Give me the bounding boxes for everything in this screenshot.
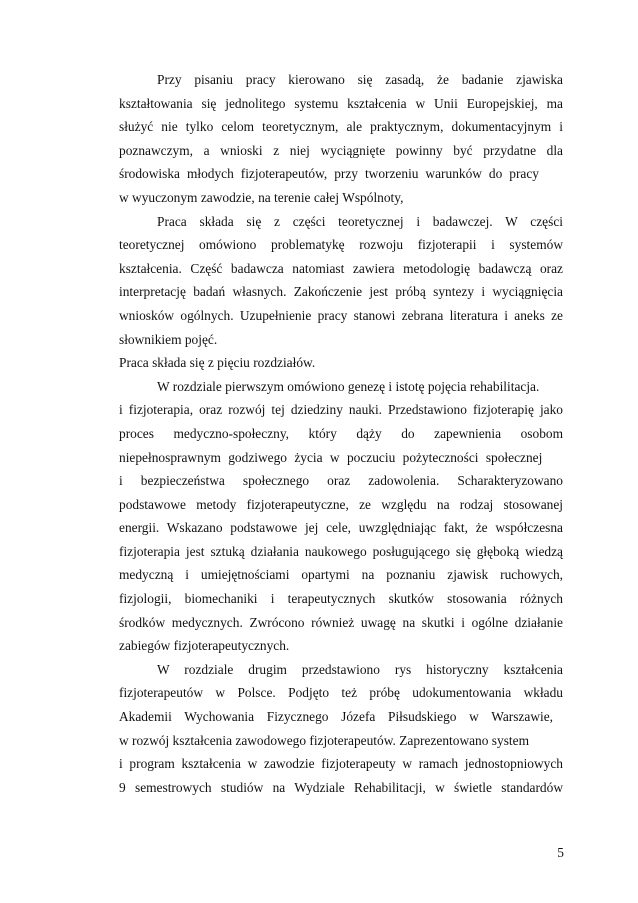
text-line: i program kształcenia w zawodzie fizjoterapeuty w ramach jednostopniowych <box>119 756 563 772</box>
body-text <box>119 68 563 799</box>
text-line: medyczną i umiejętnościami opartymi na poznaniu zjawisk ruchowych, <box>119 567 563 583</box>
text-line: W rozdziale pierwszym omówiono genezę i istotę pojęcia rehabilitacja. <box>157 378 540 394</box>
text-line: kształtowania się jednolitego systemu kształcenia w Unii Europejskiej, ma <box>119 95 563 111</box>
text-line: fizjoterapia jest sztuką działania naukowego posługującego się głęboką wiedzą <box>119 543 563 559</box>
text-line: zabiegów fizjoterapeutycznych. <box>119 638 290 654</box>
text-line: 9 semestrowych studiów na Wydziale Rehabilitacji, w świetle standardów <box>119 779 563 795</box>
text-line: podstawowe metody fizjoterapeutyczne, ze względu na rodzaj stosowanej <box>119 496 563 512</box>
text-line: kształcenia. Część badawcza natomiast zawiera metodologię badawczą oraz <box>119 260 563 276</box>
page-number: 5 <box>557 845 564 860</box>
text-line: teoretycznej omówiono problematykę rozwoju fizjoterapii i systemów <box>119 237 563 253</box>
text-line: środowiska młodych fizjoterapeutów, przy tworzeniu warunków do pracy <box>119 166 539 182</box>
text-line: niepełnosprawnym godziwego życia w poczuciu pożyteczności społecznej <box>119 449 543 465</box>
text-line: fizjoterapeutów w Polsce. Podjęto też próbę udokumentowania wkładu <box>119 685 563 701</box>
text-line: słownikiem pojęć. <box>119 331 218 347</box>
text-line: i bezpieczeństwa społecznego oraz zadowolenia. Scharakteryzowano <box>119 473 563 489</box>
text-line: środków medycznych. Zwrócono również uwagę na skutki i ogólne działanie <box>119 614 563 630</box>
text-line: W rozdziale drugim przedstawiono rys historyczny kształcenia <box>157 661 563 677</box>
text-line: i fizjoterapia, oraz rozwój tej dziedziny nauki. Przedstawiono fizjoterapię jako <box>119 402 563 418</box>
text-line: w rozwój kształcenia zawodowego fizjoterapeutów. Zaprezentowano system <box>119 732 529 748</box>
text-line: Przy pisaniu pracy kierowano się zasadą, że badanie zjawiska <box>157 72 563 87</box>
text-line: Akademii Wychowania Fizycznego Józefa Piłsudskiego w Warszawie, <box>119 709 553 725</box>
text-line: fizjologii, biomechaniki i terapeutycznych skutków stosowania różnych <box>119 591 563 607</box>
text-line: poznawczym, a wnioski z niej wyciągnięte powinny być przydatne dla <box>119 142 563 158</box>
text-line: energii. Wskazano podstawowe jej cele, uwzględniając fakt, że współczesna <box>119 520 563 536</box>
text-line: proces medyczno-społeczny, który dąży do zapewnienia osobom <box>119 425 563 441</box>
text-line: służyć nie tylko celom teoretycznym, ale praktycznym, dokumentacyjnym i <box>119 119 563 135</box>
text-line: Praca składa się z części teoretycznej i badawczej. W części <box>157 213 563 229</box>
text-line: interpretację badań własnych. Zakończenie jest próbą syntezy i wyciągnięcia <box>119 284 563 300</box>
text-line: Praca składa się z pięciu rozdziałów. <box>119 355 316 371</box>
text-line: w wyuczonym zawodzie, na terenie całej Wspólnoty, <box>119 189 404 205</box>
text-line: wniosków ogólnych. Uzupełnienie pracy stanowi zebrana literatura i aneks ze <box>119 307 563 323</box>
